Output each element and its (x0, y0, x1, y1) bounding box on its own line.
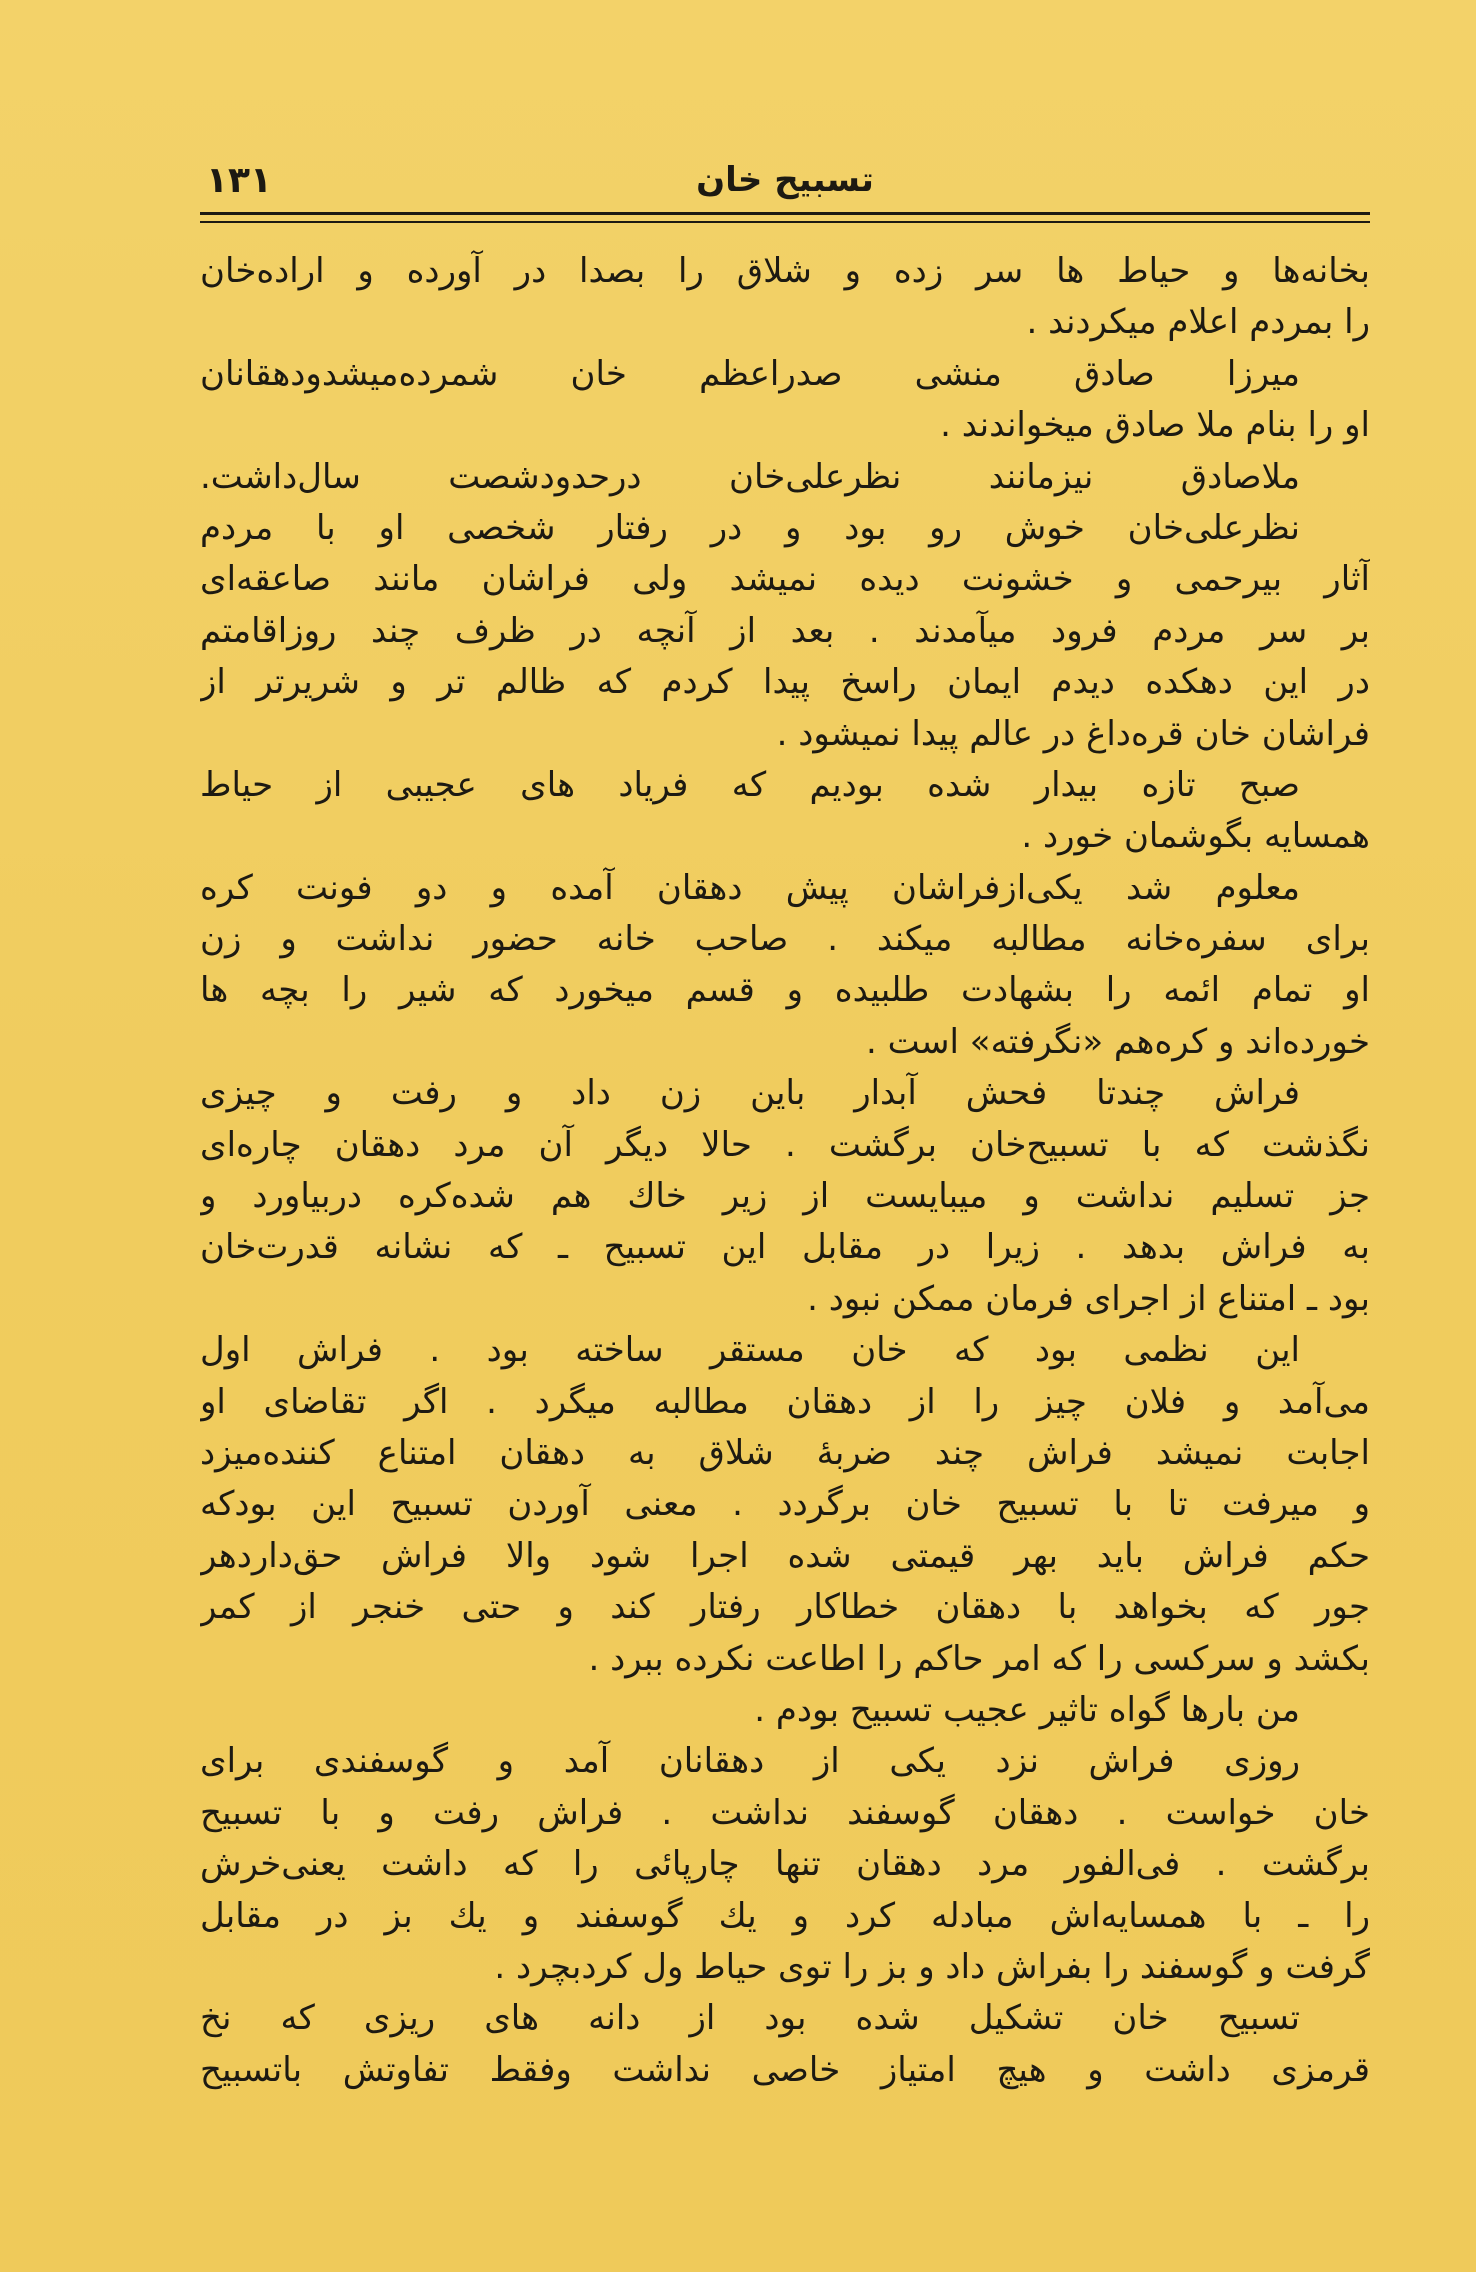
text-line: او را بنام ملا صادق میخواندند . (940, 405, 1370, 446)
text-line: در این دهکده دیدم ایمان راسخ پیدا کردم که ظالم تر و شریرتر از (200, 662, 1370, 703)
header-rule-thin (200, 221, 1370, 223)
text-line: بکشد و سرکسی را که امر حاکم را اطاعت نکرده ببرد . (588, 1638, 1370, 1679)
text-line: همسایه بگوشمان خورد . (1021, 816, 1370, 857)
text-line: بخانه‌ها و حیاط ها سر زده و شلاق را بصدا در آورده و اراده‌خان (200, 251, 1370, 291)
text-line: می‌آمد و فلان چیز را از دهقان مطالبه میگرد . اگر تقاضای او (200, 1381, 1370, 1422)
header-rule-thick (200, 212, 1370, 215)
text-line: برای سفره‌خانه مطالبه میکند . صاحب خانه حضور نداشت و زن (200, 919, 1370, 960)
text-line: اجابت نمیشد فراش چند ضربهٔ شلاق به دهقان امتناع کننده‌میزد (200, 1432, 1370, 1473)
text-line: خان خواست . دهقان گوسفند نداشت . فراش رفت و با تسبیح (200, 1792, 1370, 1833)
text-line: حکم فراش باید بهر قیمتی شده اجرا شود والا فراش حق‌داردهر (200, 1535, 1370, 1576)
text-line: من بارها گواه تاثیر عجیب تسبیح بودم . (754, 1689, 1300, 1730)
text-line: آثار بیرحمی و خشونت دیده نمیشد ولی فراشان مانند صاعقه‌ای (200, 559, 1370, 600)
text-line: به فراش بدهد . زیرا در مقابل این تسبیح ـ که نشانه قدرت‌خان (200, 1227, 1370, 1268)
text-line: صبح تازه بیدار شده بودیم که فریاد های عجیبی از حیاط (200, 764, 1300, 805)
text-line: بر سر مردم فرود میآمدند . بعد از آنچه در ظرف چند روزاقامتم (200, 610, 1370, 651)
body-text (200, 246, 1370, 2096)
text-line: معلوم شد یکی‌ازفراشان پیش دهقان آمده و دو فونت کره (200, 867, 1300, 908)
text-line: و میرفت تا با تسبیح خان برگردد . معنی آوردن تسبیح این بودکه (200, 1484, 1370, 1525)
text-line: روزی فراش نزد یکی از دهقانان آمد و گوسفندی برای (200, 1741, 1300, 1782)
page-header (200, 160, 1370, 206)
text-line: گرفت و گوسفند را بفراش داد و بز را توی حیاط ول کردبچرد . (494, 1946, 1370, 1987)
text-line: را بمردم اعلام میکردند . (1026, 302, 1370, 343)
text-line: جور که بخواهد با دهقان خطاکار رفتار کند و حتی خنجر از کمر (200, 1587, 1370, 1628)
text-line: برگشت . فی‌الفور مرد دهقان تنها چارپائی را که داشت یعنی‌خرش (200, 1844, 1370, 1885)
text-line: این نظمی بود که خان مستقر ساخته بود . فراش اول (200, 1330, 1300, 1371)
text-line: بود ـ امتناع از اجرای فرمان ممکن نبود . (807, 1278, 1370, 1319)
text-line: تسبیح خان تشکیل شده بود از دانه های ریزی که نخ (200, 1998, 1300, 2039)
text-line: فراش چندتا فحش آبدار باین زن داد و رفت و چیزی (200, 1073, 1300, 1114)
text-line: را ـ با همسایه‌اش مبادله کرد و یك گوسفند و یك بز در مقابل (200, 1895, 1370, 1936)
text-line: فراشان خان قره‌داغ در عالم پیدا نمیشود . (776, 713, 1370, 754)
running-title: تسبیح خان (696, 160, 874, 200)
text-line: ملاصادق نیزمانند نظرعلی‌خان درحدودشصت سال‌داشت. (200, 456, 1300, 497)
page-number: ۱۳۱ (206, 160, 272, 201)
text-line: او تمام ائمه را بشهادت طلبیده و قسم میخورد که شیر را بچه ها (200, 970, 1370, 1011)
text-line: قرمزی داشت و هیچ امتیاز خاصی نداشت وفقط تفاوتش باتسبیح (200, 2049, 1370, 2090)
text-line: جز تسلیم نداشت و میبایست از زیر خاك هم شده‌کره دربیاورد و (200, 1176, 1370, 1217)
text-line: میرزا صادق منشی صدراعظم خان شمرده‌میشدودهقانان (200, 353, 1300, 394)
text-line: خورده‌اند و کره‌هم «نگرفته» است . (866, 1021, 1370, 1062)
text-line: نظرعلی‌خان خوش رو بود و در رفتار شخصی او با مردم (200, 507, 1300, 548)
text-line: نگذشت که با تسبیح‌خان برگشت . حالا دیگر آن مرد دهقان چاره‌ای (200, 1124, 1370, 1165)
